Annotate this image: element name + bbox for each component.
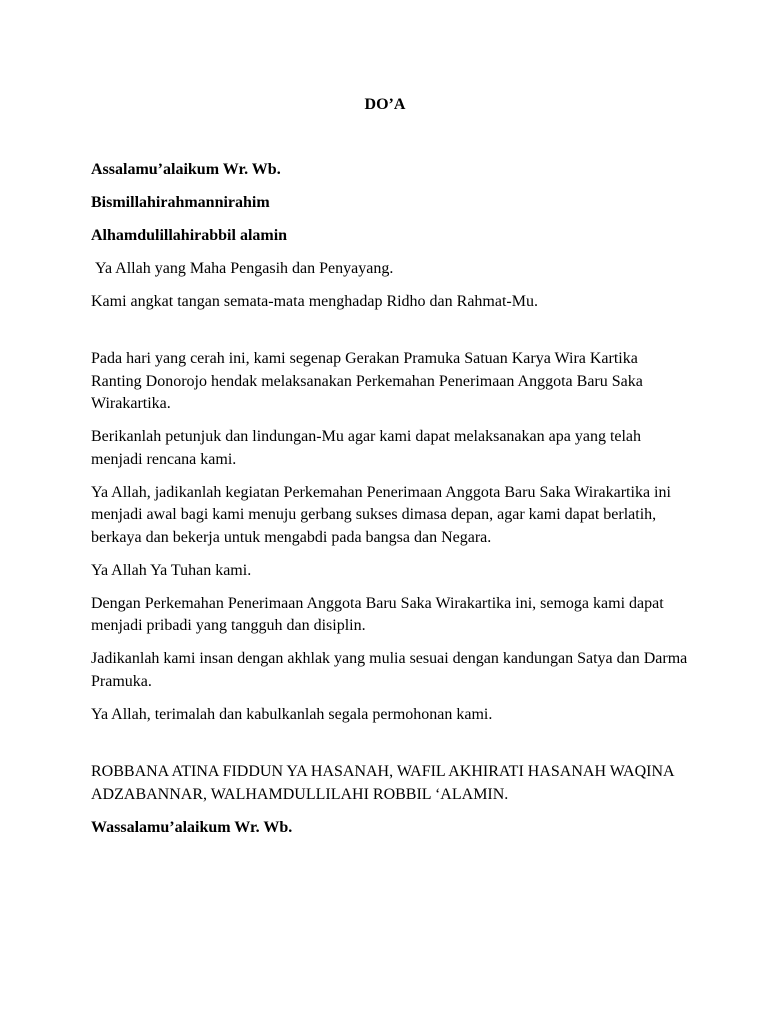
paragraph-6: Jadikanlah kami insan dengan akhlak yang mulia sesuai dengan kandungan Satya dan Darma Pramuka. <box>91 650 688 690</box>
paragraph-5: Dengan Perkemahan Penerimaan Anggota Baru Saka Wirakartika ini, semoga kami dapat menjadi pribadi yang tangguh dan disiplin. <box>91 594 664 634</box>
basmalah-line: Bismillahirahmannirahim <box>91 193 270 211</box>
paragraph-3: Ya Allah, jadikanlah kegiatan Perkemahan Penerimaan Anggota Baru Saka Wirakartika ini menjadi awal bagi kami menuju gerbang sukses dimasa depan, agar kami dapat berlatih, berkaya dan bekerja untuk mengabdi pada bangsa dan Negara. <box>91 483 671 546</box>
document-title: DO’A <box>364 96 406 113</box>
greeting-line: Assalamu’alaikum Wr. Wb. <box>91 160 281 178</box>
paragraph-7: Ya Allah, terimalah dan kabulkanlah segala permohonan kami. <box>91 705 493 723</box>
closing-prayer: ROBBANA ATINA FIDDUN YA HASANAH, WAFIL AKHIRATI HASANAH WAQINA ADZABANNAR, WALHAMDULLILAHI ROBBIL ‘ALAMIN. <box>91 763 674 803</box>
invocation-line: Ya Allah yang Maha Pengasih dan Penyayang. <box>95 259 394 277</box>
opening-line: Kami angkat tangan semata-mata menghadap Ridho dan Rahmat-Mu. <box>91 292 538 310</box>
document-body <box>91 94 691 839</box>
farewell-line: Wassalamu’alaikum Wr. Wb. <box>91 818 293 836</box>
paragraph-1: Pada hari yang cerah ini, kami segenap Gerakan Pramuka Satuan Karya Wira Kartika Ranting Donorojo hendak melaksanakan Perkemahan Penerimaan Anggota Baru Saka Wirakartika. <box>91 350 643 412</box>
paragraph-4: Ya Allah Ya Tuhan kami. <box>91 561 252 579</box>
paragraph-2: Berikanlah petunjuk dan lindungan-Mu agar kami dapat melaksanakan apa yang telah menjadi rencana kami. <box>91 428 642 468</box>
hamdalah-line: Alhamdulillahirabbil alamin <box>91 226 288 244</box>
